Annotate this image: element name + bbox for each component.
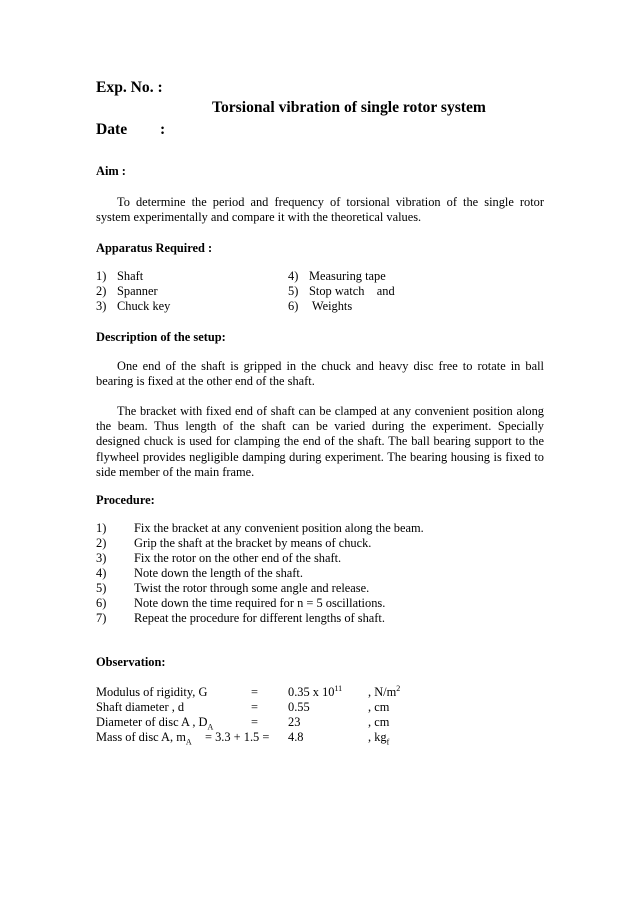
- observation-unit: , cm: [368, 715, 390, 729]
- list-item-label: Weights: [309, 299, 353, 313]
- observation-unit: , $kg_f$: [368, 730, 390, 747]
- list-item-number: 2): [96, 284, 107, 298]
- date-colon: :: [160, 121, 166, 138]
- observation-value: 23: [288, 715, 301, 729]
- aim-heading: Aim :: [96, 164, 126, 178]
- step-text: Grip the shaft at the bracket by means of chuck.: [134, 536, 372, 550]
- setup-heading: Description of the setup:: [96, 330, 226, 344]
- procedure-heading: Procedure:: [96, 493, 155, 507]
- step-text: Fix the bracket at any convenient position along the beam.: [134, 521, 424, 535]
- step-text: Fix the rotor on the other end of the shaft.: [134, 551, 342, 565]
- observation-heading: Observation:: [96, 655, 166, 669]
- observation-unit: , cm: [368, 700, 390, 714]
- step-text: Note down the length of the shaft.: [134, 566, 303, 580]
- list-item-label: Stop watch and: [309, 284, 395, 298]
- observation-equals: = 3.3 + 1.5 =: [205, 730, 270, 744]
- observation-value: 0.35 x $10^{11}$: [288, 683, 343, 699]
- observation-equals: =: [251, 715, 258, 729]
- list-item-label: Spanner: [117, 284, 158, 298]
- list-item-label: Measuring tape: [309, 269, 386, 283]
- observation-value: 0.55: [288, 700, 310, 714]
- exp-no-label: Exp. No. :: [96, 79, 163, 96]
- aim-text: To determine the period and frequency of torsional vibration of the single rotor system experimentally and compare it with the theoretical values.: [96, 195, 544, 225]
- setup-paragraph-2: The bracket with fixed end of shaft can be clamped at any convenient position along the beam. Thus length of the shaft can be varied during the experiment. Specially designed chuck is used for clamping the end of the shaft. The ball bearing support to the flywheel provides negligible damping during experiment. The bearing housing is fixed to side member of the main frame.: [96, 404, 544, 479]
- list-item-label: Chuck key: [117, 299, 171, 313]
- step-text: Twist the rotor through some angle and release.: [134, 581, 370, 595]
- step-number: 7): [96, 611, 107, 625]
- list-item-number: 6): [288, 299, 299, 313]
- observation-label: Diameter of disc A , $D_A$: [96, 715, 214, 732]
- date-label: Date: [96, 121, 128, 138]
- setup-paragraph-1: One end of the shaft is gripped in the chuck and heavy disc free to rotate in ball bearing is fixed at the other end of the shaft.: [96, 359, 544, 389]
- step-number: 1): [96, 521, 107, 535]
- step-number: 4): [96, 566, 107, 580]
- observation-label: Shaft diameter , d: [96, 700, 185, 714]
- list-item-number: 4): [288, 269, 299, 283]
- step-number: 2): [96, 536, 107, 550]
- list-item-number: 1): [96, 269, 107, 283]
- observation-label: Mass of disc A, $m_A$: [96, 730, 192, 747]
- step-number: 5): [96, 581, 107, 595]
- apparatus-heading: Apparatus Required :: [96, 241, 213, 255]
- list-item-label: Shaft: [117, 269, 144, 283]
- step-text: Note down the time required for n = 5 oscillations.: [134, 596, 386, 610]
- step-number: 6): [96, 596, 107, 610]
- list-item-number: 5): [288, 284, 299, 298]
- list-item-number: 3): [96, 299, 107, 313]
- step-number: 3): [96, 551, 107, 565]
- observation-value: 4.8: [288, 730, 304, 744]
- page-title: Torsional vibration of single rotor system: [212, 99, 486, 116]
- step-text: Repeat the procedure for different lengths of shaft.: [134, 611, 385, 625]
- observation-equals: =: [251, 700, 258, 714]
- observation-label: Modulus of rigidity, G: [96, 685, 208, 699]
- observation-unit: , $N/m^2$: [368, 683, 401, 699]
- observation-equals: =: [251, 685, 258, 699]
